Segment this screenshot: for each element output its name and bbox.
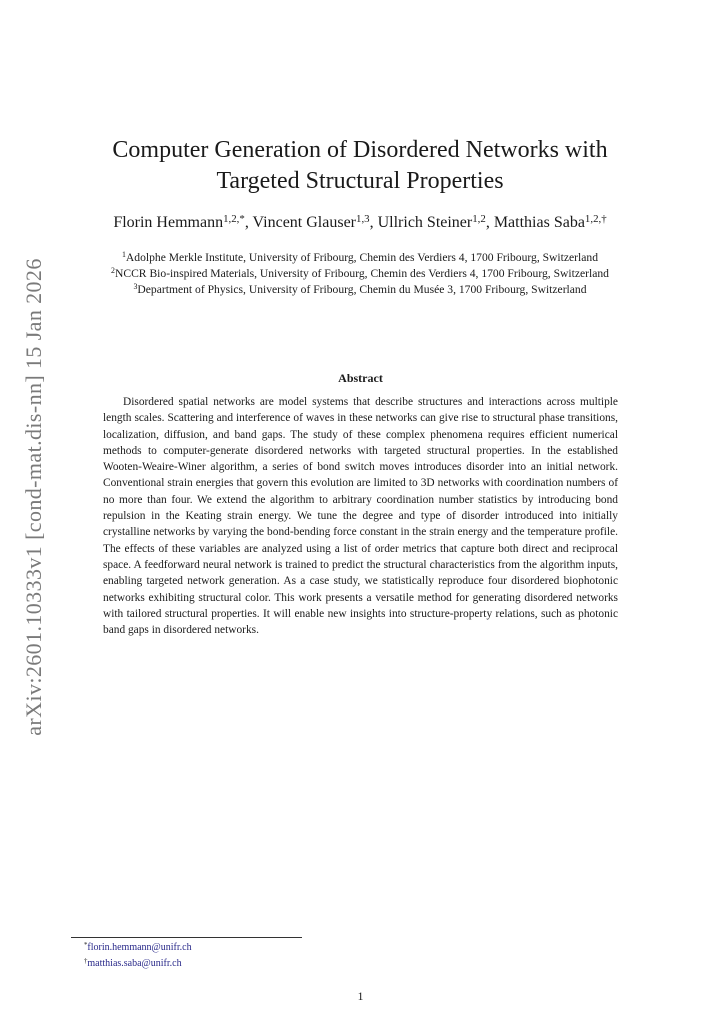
author-name: Vincent Glauser xyxy=(252,214,356,231)
footnote xyxy=(84,940,192,956)
arxiv-identifier-text: arXiv:2601.10333v1 [cond-mat.dis-nn] 15 Jan 2026 xyxy=(21,258,46,736)
affiliation xyxy=(60,282,660,298)
footnote xyxy=(84,956,192,972)
affiliation-number: 1 xyxy=(121,250,126,260)
footnote-mark: † xyxy=(84,957,88,965)
author-name: Matthias Saba xyxy=(493,214,585,231)
author-affiliation-marks: 1,2,* xyxy=(223,212,245,225)
affiliation xyxy=(60,250,660,266)
author-list xyxy=(40,212,680,234)
author-affiliation-marks: 1,3 xyxy=(356,212,370,225)
title-line-2: Targeted Structural Properties xyxy=(216,168,504,194)
author xyxy=(113,214,252,231)
author-affiliation-marks: 1,2,† xyxy=(584,212,607,225)
page-number: 1 xyxy=(357,989,364,1003)
footnote-mark: * xyxy=(84,941,88,949)
title-line-1: Computer Generation of Disordered Networks with xyxy=(112,137,608,163)
author-name: Ullrich Steiner xyxy=(377,214,473,231)
affiliation-text: NCCR Bio-inspired Materials, University of Fribourg, Chemin des Verdiers 4, 1700 Fribourg, Switzerland xyxy=(114,267,609,280)
author xyxy=(494,214,607,231)
footnote-email-link[interactable]: matthias.saba@unifr.ch xyxy=(87,958,182,969)
author-name: Florin Hemmann xyxy=(113,214,224,231)
author-separator: , xyxy=(485,214,494,231)
affiliation-list xyxy=(60,250,660,298)
affiliation xyxy=(60,266,660,282)
abstract-heading: Abstract xyxy=(338,371,383,385)
author-affiliation-marks: 1,2 xyxy=(472,212,486,225)
affiliation-text: Department of Physics, University of Fribourg, Chemin du Musée 3, 1700 Fribourg, Switzerland xyxy=(137,283,587,296)
footnote-email-link[interactable]: florin.hemmann@unifr.ch xyxy=(87,942,192,953)
affiliation-number: 2 xyxy=(111,266,115,276)
paper-title xyxy=(60,135,660,197)
affiliation-text: Adolphe Merkle Institute, University of Fribourg, Chemin des Verdiers 4, 1700 Fribourg, Switzerland xyxy=(125,251,598,264)
footnote-divider xyxy=(71,937,302,938)
author-separator: , xyxy=(244,214,253,231)
abstract-body: Disordered spatial networks are model systems that describe structures and interactions across multiple length scales. Scattering and interference of waves in these networks can give rise to structural phase transitions, localization, diffusion, and band gaps. The study of these complex phenomena requires efficient numerical methods to computer-generate disordered networks with targeted structural properties. In the established Wooten-Weaire-Winer algorithm, a series of bond switch moves introduces disorder into an initial network. Conventional strain energies that govern this evolution are limited to 3D networks with coordination numbers of no more than four. We extend the algorithm to arbitrary coordination number statistics by introducing bond repulsion in the Keating strain energy. We tune the degree and type of disorder introduced into initially crystalline networks by varying the bond-bending force constant in the strain energy and the temperature profile. The effects of these variables are analyzed using a list of order metrics that capture both direct and reciprocal space. A feedforward neural network is trained to predict the structural characteristics from the algorithm inputs, enabling targeted network generation. As a case study, we statistically reproduce four disordered biophotonic networks exhibiting structural color. This work presents a versatile method for generating disordered networks with tailored structural properties. It will enable new insights into structure-property relations, such as photonic band gaps in disordered networks. xyxy=(103,396,618,637)
affiliation-number: 3 xyxy=(133,282,138,292)
author-separator: , xyxy=(369,214,378,231)
author xyxy=(253,214,378,231)
footnote-list xyxy=(84,940,192,972)
author xyxy=(378,214,494,231)
